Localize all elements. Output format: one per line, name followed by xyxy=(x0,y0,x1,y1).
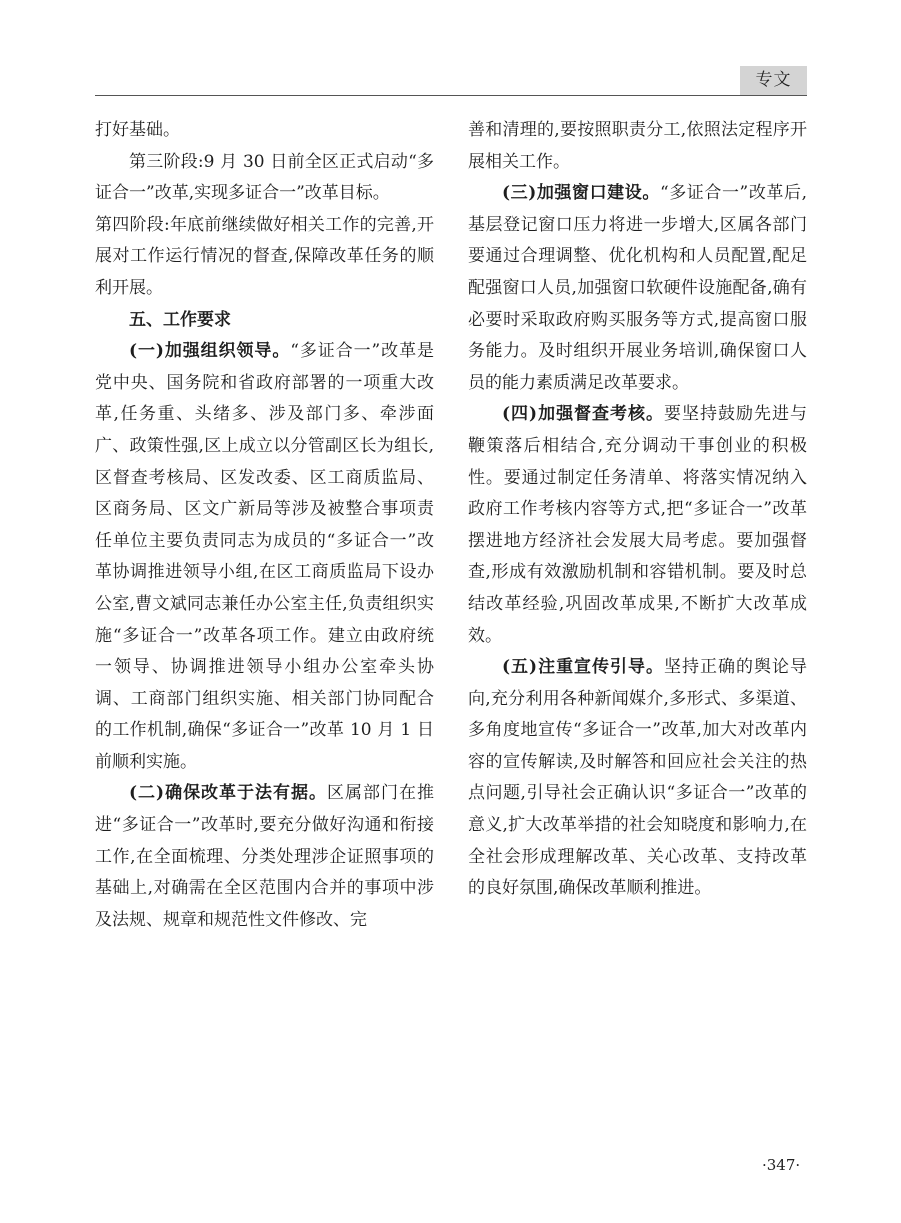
header-rule xyxy=(95,95,807,96)
section-title: 五、工作要求 xyxy=(129,309,231,330)
paragraph-item-4 xyxy=(468,399,807,652)
left-column xyxy=(95,115,434,936)
paragraph-item-5 xyxy=(468,652,807,905)
paragraph-stage-four: 第四阶段:年底前继续做好相关工作的完善,开展对工作运行情况的督查,保障改革任务的顺利开展。 xyxy=(95,214,434,298)
item-5-body: 坚持正确的舆论导向,充分利用各种新闻媒介,多形式、多渠道、多角度地宣传“多证合一”改革,加大对改革内容的宣传解读,及时解答和回应社会关注的热点问题,引导社会正确认识“多证合一”改革的意义,扩大改革举措的社会知晓度和影响力,在全社会形成理解改革、关心改革、支持改革的良好氛围,确保改革顺利推进。 xyxy=(468,657,808,899)
right-column xyxy=(468,115,807,905)
item-1-heading: (一)加强组织领导。 xyxy=(129,341,291,362)
item-3-heading: (三)加强窗口建设。 xyxy=(502,183,660,204)
item-4-heading: (四)加强督查考核。 xyxy=(502,404,665,425)
section-tag: 专文 xyxy=(740,66,807,95)
item-5-heading: (五)注重宣传引导。 xyxy=(502,657,665,678)
paragraph-item-2 xyxy=(95,778,434,936)
paragraph-continuation: 打好基础。 xyxy=(95,120,180,140)
item-2-body: 区属部门在推进“多证合一”改革时,要充分做好沟通和衔接工作,在全面梳理、分类处理涉企证照事项的基础上,对确需在全区范围内合并的事项中涉及法规、规章和规范性文件修改、完 xyxy=(95,783,435,930)
item-2-heading: (二)确保改革于法有据。 xyxy=(129,783,328,804)
paragraph-item-3 xyxy=(468,178,807,399)
item-1-body: “多证合一”改革是党中央、国务院和省政府部署的一项重大改革,任务重、头绪多、涉及部门多、牵涉面广、政策性强,区上成立以分管副区长为组长,区督查考核局、区发改委、区工商质监局、区商务局、区文广新局等涉及被整合事项责任单位主要负责同志为成员的“多证合一”改革协调推进领导小组,在区工商质监局下设办公室,曹文斌同志兼任办公室主任,负责组织实施“多证合一”改革各项工作。建立由政府统一领导、协调推进领导小组办公室牵头协调、工商部门组织实施、相关部门协同配合的工作机制,确保“多证合一”改革 10 月 1 日前顺利实施。 xyxy=(95,341,434,772)
paragraph-item-1 xyxy=(95,336,434,778)
item-3-body: “多证合一”改革后,基层登记窗口压力将进一步增大,区属各部门要通过合理调整、优化机构和人员配置,配足配强窗口人员,加强窗口软硬件设施配备,确有必要时采取政府购买服务等方式,提高窗口服务能力。及时组织开展业务培训,确保窗口人员的能力素质满足改革要求。 xyxy=(468,183,807,393)
paragraph-continuation-right: 善和清理的,要按照职责分工,依照法定程序开展相关工作。 xyxy=(468,120,807,172)
item-4-body: 要坚持鼓励先进与鞭策落后相结合,充分调动干事创业的积极性。要通过制定任务清单、将落实情况纳入政府工作考核内容等方式,把“多证合一”改革摆进地方经济社会发展大局考虑。要加强督查,形成有效激励机制和容错机制。要及时总结改革经验,巩固改革成果,不断扩大改革成效。 xyxy=(468,404,808,646)
page-number: ·347· xyxy=(762,1156,801,1174)
paragraph-stage-three: 第三阶段:9 月 30 日前全区正式启动“多证合一”改革,实现多证合一”改革目标。 xyxy=(95,151,434,204)
